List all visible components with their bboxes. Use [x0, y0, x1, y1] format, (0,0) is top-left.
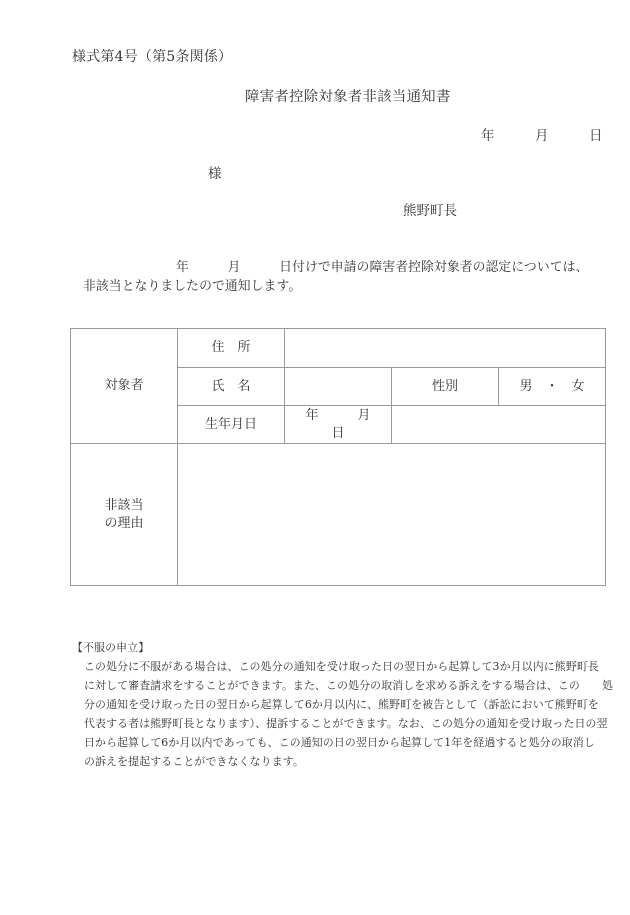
address-value[interactable] — [285, 329, 606, 368]
page-title: 障害者控除対象者非該当通知書 — [245, 89, 451, 105]
appeal-text-line-6: の訴えを提起することができなくなります。 — [84, 755, 304, 768]
table-row — [71, 444, 606, 586]
address-label: 住 所 — [178, 329, 285, 368]
addressee-honorific: 様 — [208, 166, 222, 182]
issue-date-line: 年 月 日 — [481, 128, 603, 144]
body-text-line-1: 年 月 日付けで申請の障害者控除対象者の認定については、 — [176, 260, 589, 275]
issuer-name: 熊野町長 — [403, 203, 457, 219]
subject-group-label: 対象者 — [71, 329, 178, 444]
body-text-line-2: 非該当となりましたので通知します。 — [83, 279, 302, 294]
form-number-label: 様式第4号（第5条関係） — [72, 49, 233, 65]
gender-options[interactable]: 男 ・ 女 — [499, 368, 606, 406]
appeal-text-line-4: 代表する者は熊野町長となります）、提訴することができます。なお、この処分の通知を受け取った日の翌 — [84, 717, 608, 730]
subject-details-table — [70, 328, 606, 586]
gender-label: 性別 — [392, 368, 499, 406]
name-label: 氏 名 — [178, 368, 285, 406]
appeal-notice-section — [72, 638, 613, 771]
appeal-text-line-5: 日から起算して6か月以内であっても、この通知の日の翌日から起算して1年を経過すると処分の取消し — [84, 736, 595, 749]
name-value[interactable] — [285, 368, 392, 406]
birthdate-value[interactable]: 年 月 日 — [285, 406, 392, 444]
reason-label-line-2: の理由 — [104, 515, 144, 531]
reason-value[interactable] — [178, 444, 606, 586]
reason-label — [71, 444, 178, 586]
reason-label-line-1: 非該当 — [104, 497, 144, 513]
appeal-text-line-1: この処分に不服がある場合は、この処分の通知を受け取った日の翌日から起算して3か月以内に熊野町長 — [84, 660, 599, 673]
table-row — [71, 329, 606, 368]
appeal-heading: 【不服の申立】 — [72, 641, 150, 654]
appeal-text-line-2: に対して審査請求をすることができます。また、この処分の取消しを求める訴えをする場合は、この 処 — [84, 679, 614, 692]
birthdate-extra-cell[interactable] — [392, 406, 606, 444]
birthdate-label: 生年月日 — [178, 406, 285, 444]
appeal-text-line-3: 分の通知を受け取った日の翌日から起算して6か月以内に、熊野町を被告として（訴訟において熊野町を — [84, 698, 599, 711]
